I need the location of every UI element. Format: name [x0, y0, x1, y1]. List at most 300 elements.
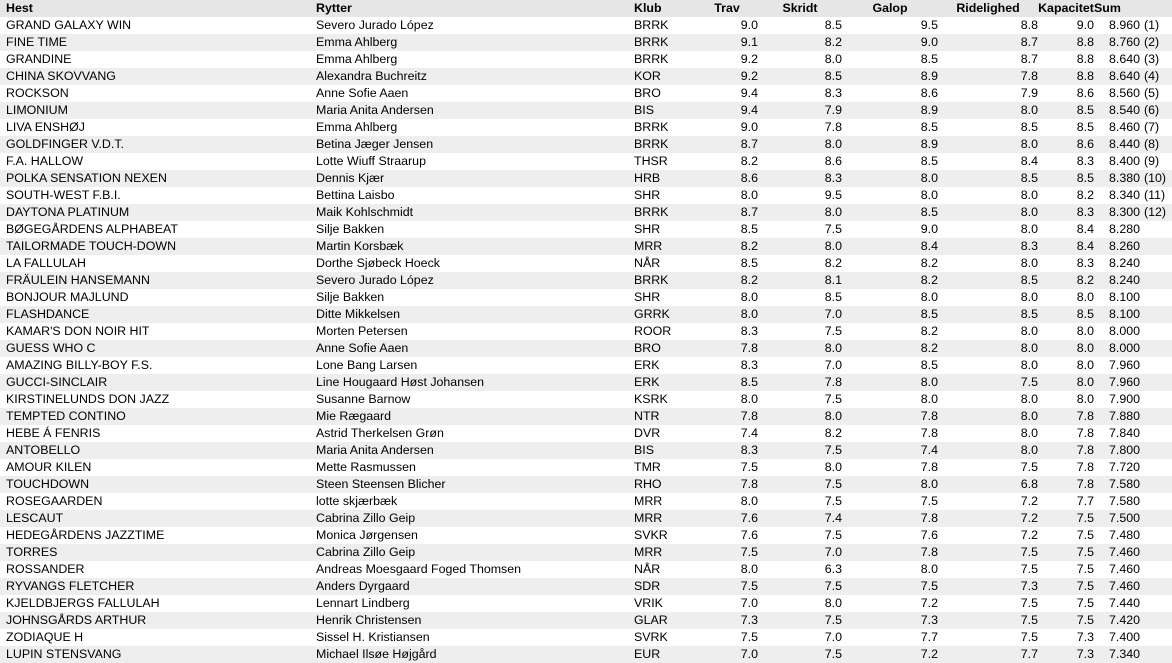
club-code: ROOR — [634, 324, 672, 338]
sum-score: 8.240 — [1108, 273, 1140, 287]
skridt-score: 7.5 — [824, 222, 842, 236]
sum-score: 7.460 — [1108, 562, 1140, 576]
kapacitet-score: 7.5 — [1076, 579, 1094, 593]
table-row — [0, 561, 1172, 578]
skridt-score: 7.5 — [824, 647, 842, 661]
galop-score: 7.4 — [920, 443, 938, 457]
club-code: SVRK — [634, 630, 668, 644]
skridt-score: 8.0 — [824, 205, 842, 219]
table-row — [0, 238, 1172, 255]
placement-rank — [1140, 425, 1172, 442]
placement-rank: (12) — [1144, 205, 1167, 219]
horse-name: TOUCHDOWN — [6, 477, 90, 491]
kapacitet-score: 8.0 — [1076, 358, 1094, 372]
placement-rank — [1140, 391, 1172, 408]
skridt-score: 8.0 — [824, 460, 842, 474]
table-row — [0, 153, 1172, 170]
rider-name: Maria Anita Andersen — [316, 103, 434, 117]
horse-name: RYVANGS FLETCHER — [6, 579, 135, 593]
kapacitet-score: 8.4 — [1076, 239, 1094, 253]
table-row — [0, 221, 1172, 238]
club-code: BRRK — [634, 137, 669, 151]
trav-score: 8.0 — [740, 562, 758, 576]
horse-name: FLASHDANCE — [6, 307, 90, 321]
header-trav[interactable]: Trav — [714, 1, 740, 15]
skridt-score: 8.6 — [824, 154, 842, 168]
horse-name: ZODIAQUE H — [6, 630, 84, 644]
ridelighed-score: 7.2 — [1020, 511, 1038, 525]
rider-name: Alexandra Buchreitz — [316, 69, 427, 83]
header-hest[interactable]: Hest — [6, 1, 33, 15]
sum-score: 8.640 — [1108, 69, 1140, 83]
table-row — [0, 544, 1172, 561]
ridelighed-score: 7.8 — [1020, 69, 1038, 83]
table-row — [0, 578, 1172, 595]
placement-rank — [1140, 357, 1172, 374]
sum-score: 7.960 — [1108, 358, 1140, 372]
trav-score: 9.0 — [740, 120, 758, 134]
table-row — [0, 51, 1172, 68]
ridelighed-score: 8.0 — [1020, 324, 1038, 338]
placement-rank — [1140, 629, 1172, 646]
club-code: BRO — [634, 341, 661, 355]
header-klub[interactable]: Klub — [634, 1, 662, 15]
ridelighed-score: 7.9 — [1020, 86, 1038, 100]
header-galop[interactable]: Galop — [872, 1, 908, 15]
placement-rank — [1140, 493, 1172, 510]
sum-score: 8.560 — [1108, 86, 1140, 100]
ridelighed-score: 7.5 — [1020, 613, 1038, 627]
skridt-score: 8.0 — [824, 341, 842, 355]
trav-score: 7.6 — [740, 528, 758, 542]
rider-name: Andreas Moesgaard Foged Thomsen — [316, 562, 522, 576]
ridelighed-score: 8.0 — [1020, 409, 1038, 423]
rider-name: Maria Anita Andersen — [316, 443, 434, 457]
galop-score: 9.0 — [920, 222, 938, 236]
kapacitet-score: 7.8 — [1076, 409, 1094, 423]
skridt-score: 8.1 — [824, 273, 842, 287]
ridelighed-score: 8.0 — [1020, 426, 1038, 440]
sum-score: 8.000 — [1108, 341, 1140, 355]
skridt-score: 8.2 — [824, 256, 842, 270]
ridelighed-score: 8.0 — [1020, 443, 1038, 457]
trav-score: 7.5 — [740, 460, 758, 474]
sum-score: 7.960 — [1108, 375, 1140, 389]
placement-rank: (11) — [1144, 188, 1166, 202]
kapacitet-score: 8.0 — [1076, 290, 1094, 304]
club-code: KSRK — [634, 392, 668, 406]
horse-name: TAILORMADE TOUCH-DOWN — [6, 239, 177, 253]
kapacitet-score: 8.3 — [1076, 256, 1094, 270]
skridt-score: 8.5 — [824, 69, 842, 83]
rider-name: Silje Bakken — [316, 290, 385, 304]
galop-score: 8.0 — [920, 477, 938, 491]
ridelighed-score: 7.5 — [1020, 596, 1038, 610]
placement-rank — [1140, 289, 1172, 306]
ridelighed-score: 8.5 — [1020, 171, 1038, 185]
ridelighed-score: 6.8 — [1020, 477, 1038, 491]
placement-rank — [1140, 510, 1172, 527]
club-code: DVR — [634, 426, 661, 440]
trav-score: 8.2 — [740, 154, 758, 168]
ridelighed-score: 8.0 — [1020, 188, 1038, 202]
kapacitet-score: 7.8 — [1076, 477, 1094, 491]
sum-score: 8.300 — [1108, 205, 1140, 219]
horse-name: GRAND GALAXY WIN — [6, 18, 132, 32]
club-code: BRRK — [634, 35, 669, 49]
horse-name: BØGEGÅRDENS ALPHABEAT — [6, 222, 178, 236]
header-rank — [1140, 0, 1172, 17]
club-code: MRR — [634, 494, 663, 508]
table-row — [0, 646, 1172, 663]
placement-rank — [1140, 595, 1172, 612]
club-code: EUR — [634, 647, 661, 661]
horse-name: KAMAR'S DON NOIR HIT — [6, 324, 150, 338]
table-row — [0, 255, 1172, 272]
sum-score: 8.340 — [1108, 188, 1140, 202]
club-code: BRO — [634, 86, 661, 100]
trav-score: 8.0 — [740, 290, 758, 304]
skridt-score: 6.3 — [824, 562, 842, 576]
horse-name: LIMONIUM — [6, 103, 68, 117]
trav-score: 9.0 — [740, 18, 758, 32]
sum-score: 8.380 — [1108, 171, 1140, 185]
kapacitet-score: 8.0 — [1076, 392, 1094, 406]
placement-rank: (2) — [1144, 35, 1160, 49]
ridelighed-score: 8.0 — [1020, 392, 1038, 406]
kapacitet-score: 8.8 — [1076, 69, 1094, 83]
club-code: BRRK — [634, 120, 669, 134]
ridelighed-score: 8.0 — [1020, 341, 1038, 355]
galop-score: 8.5 — [920, 154, 938, 168]
club-code: GRRK — [634, 307, 670, 321]
table-row — [0, 119, 1172, 136]
rider-name: Dennis Kjær — [316, 171, 385, 185]
skridt-score: 7.0 — [824, 630, 842, 644]
ridelighed-score: 8.5 — [1020, 307, 1038, 321]
trav-score: 8.7 — [740, 205, 758, 219]
horse-name: AMOUR KILEN — [6, 460, 92, 474]
trav-score: 7.5 — [740, 579, 758, 593]
sum-score: 8.400 — [1108, 154, 1140, 168]
trav-score: 8.0 — [740, 188, 758, 202]
placement-rank — [1140, 442, 1172, 459]
kapacitet-score: 7.3 — [1076, 647, 1094, 661]
club-code: VRIK — [634, 596, 663, 610]
ridelighed-score: 8.0 — [1020, 205, 1038, 219]
placement-rank — [1140, 340, 1172, 357]
rider-name: Bettina Laisbo — [316, 188, 395, 202]
rider-name: Cabrina Zillo Geip — [316, 511, 416, 525]
skridt-score: 7.4 — [824, 511, 842, 525]
trav-score: 7.3 — [740, 613, 758, 627]
horse-name: FINE TIME — [6, 35, 68, 49]
sum-score: 8.240 — [1108, 256, 1140, 270]
header-kapacitet[interactable]: Kapacitet — [1038, 1, 1094, 15]
ridelighed-score: 7.2 — [1020, 494, 1038, 508]
table-row — [0, 136, 1172, 153]
galop-score: 7.8 — [920, 545, 938, 559]
kapacitet-score: 7.3 — [1076, 630, 1094, 644]
club-code: SVKR — [634, 528, 668, 542]
rider-name: Michael Ilsøe Højgård — [316, 647, 437, 661]
skridt-score: 8.5 — [824, 290, 842, 304]
placement-rank — [1140, 306, 1172, 323]
skridt-score: 9.5 — [824, 188, 842, 202]
galop-score: 8.5 — [920, 52, 938, 66]
trav-score: 7.8 — [740, 341, 758, 355]
kapacitet-score: 8.2 — [1076, 273, 1094, 287]
table-row — [0, 629, 1172, 646]
horse-name: GUCCI-SINCLAIR — [6, 375, 108, 389]
placement-rank — [1140, 255, 1172, 272]
placement-rank: (6) — [1144, 103, 1160, 117]
placement-rank: (5) — [1144, 86, 1160, 100]
horse-name: ROSEGAARDEN — [6, 494, 103, 508]
skridt-score: 8.3 — [824, 86, 842, 100]
rider-name: Morten Petersen — [316, 324, 408, 338]
horse-name: ROCKSON — [6, 86, 69, 100]
sum-score: 8.000 — [1108, 324, 1140, 338]
trav-score: 7.5 — [740, 545, 758, 559]
sum-score: 7.800 — [1108, 443, 1140, 457]
kapacitet-score: 8.2 — [1076, 188, 1094, 202]
galop-score: 7.2 — [920, 596, 938, 610]
horse-name: TORRES — [6, 545, 58, 559]
placement-rank — [1140, 323, 1172, 340]
skridt-score: 8.0 — [824, 409, 842, 423]
galop-score: 8.0 — [920, 562, 938, 576]
skridt-score: 7.5 — [824, 528, 842, 542]
ridelighed-score: 8.5 — [1020, 273, 1038, 287]
galop-score: 8.0 — [920, 171, 938, 185]
galop-score: 9.5 — [920, 18, 938, 32]
table-row — [0, 187, 1172, 204]
kapacitet-score: 9.0 — [1076, 18, 1094, 32]
club-code: KOR — [634, 69, 661, 83]
galop-score: 7.7 — [920, 630, 938, 644]
ridelighed-score: 7.5 — [1020, 562, 1038, 576]
galop-score: 8.5 — [920, 205, 938, 219]
placement-rank: (4) — [1144, 69, 1160, 83]
kapacitet-score: 8.8 — [1076, 52, 1094, 66]
placement-rank — [1140, 544, 1172, 561]
trav-score: 8.0 — [740, 392, 758, 406]
trav-score: 7.6 — [740, 511, 758, 525]
table-row — [0, 289, 1172, 306]
table-row — [0, 442, 1172, 459]
galop-score: 7.3 — [920, 613, 938, 627]
trav-score: 7.0 — [740, 647, 758, 661]
placement-rank — [1140, 476, 1172, 493]
horse-name: ROSSANDER — [6, 562, 85, 576]
galop-score: 7.6 — [920, 528, 938, 542]
galop-score: 7.8 — [920, 409, 938, 423]
table-row — [0, 102, 1172, 119]
header-ridelighed[interactable]: Ridelighed — [956, 1, 1020, 15]
placement-rank: (9) — [1144, 154, 1160, 168]
trav-score: 8.3 — [740, 443, 758, 457]
galop-score: 7.5 — [920, 494, 938, 508]
club-code: BIS — [634, 103, 654, 117]
rider-name: Susanne Barnow — [316, 392, 411, 406]
club-code: NÅR — [634, 256, 661, 270]
club-code: NTR — [634, 409, 660, 423]
ridelighed-score: 8.0 — [1020, 137, 1038, 151]
table-row — [0, 612, 1172, 629]
table-row — [0, 306, 1172, 323]
rider-name: Monica Jørgensen — [316, 528, 418, 542]
kapacitet-score: 7.5 — [1076, 528, 1094, 542]
table-row — [0, 510, 1172, 527]
kapacitet-score: 8.5 — [1076, 307, 1094, 321]
rider-name: Mette Rasmussen — [316, 460, 416, 474]
skridt-score: 8.0 — [824, 52, 842, 66]
trav-score: 9.4 — [740, 86, 758, 100]
horse-name: DAYTONA PLATINUM — [6, 205, 130, 219]
galop-score: 7.8 — [920, 511, 938, 525]
galop-score: 8.0 — [920, 392, 938, 406]
sum-score: 8.760 — [1108, 35, 1140, 49]
club-code: ERK — [634, 358, 660, 372]
ridelighed-score: 7.5 — [1020, 375, 1038, 389]
rider-name: Ditte Mikkelsen — [316, 307, 401, 321]
table-row — [0, 85, 1172, 102]
header-skridt[interactable]: Skridt — [782, 1, 818, 15]
club-code: ERK — [634, 375, 660, 389]
galop-score: 8.5 — [920, 307, 938, 321]
rider-name: Emma Ahlberg — [316, 120, 398, 134]
galop-score: 8.2 — [920, 273, 938, 287]
header-sum[interactable]: Sum — [1094, 1, 1121, 15]
trav-score: 7.5 — [740, 630, 758, 644]
trav-score: 8.3 — [740, 324, 758, 338]
skridt-score: 8.0 — [824, 137, 842, 151]
placement-rank — [1140, 459, 1172, 476]
kapacitet-score: 8.8 — [1076, 35, 1094, 49]
sum-score: 8.280 — [1108, 222, 1140, 236]
club-code: MRR — [634, 511, 663, 525]
trav-score: 8.7 — [740, 137, 758, 151]
rider-name: lotte skjærbæk — [316, 494, 398, 508]
table-row — [0, 170, 1172, 187]
sum-score: 7.580 — [1108, 477, 1140, 491]
table-row — [0, 204, 1172, 221]
kapacitet-score: 7.8 — [1076, 443, 1094, 457]
horse-name: POLKA SENSATION NEXEN — [6, 171, 167, 185]
ridelighed-score: 8.5 — [1020, 120, 1038, 134]
trav-score: 7.0 — [740, 596, 758, 610]
ridelighed-score: 8.0 — [1020, 256, 1038, 270]
galop-score: 7.8 — [920, 460, 938, 474]
galop-score: 7.8 — [920, 426, 938, 440]
placement-rank: (7) — [1144, 120, 1160, 134]
rider-name: Steen Steensen Blicher — [316, 477, 446, 491]
placement-rank — [1140, 612, 1172, 629]
trav-score: 8.6 — [740, 171, 758, 185]
horse-name: GOLDFINGER V.D.T. — [6, 137, 124, 151]
table-row — [0, 340, 1172, 357]
skridt-score: 7.0 — [824, 545, 842, 559]
skridt-score: 7.5 — [824, 477, 842, 491]
skridt-score: 8.3 — [824, 171, 842, 185]
sum-score: 8.100 — [1108, 290, 1140, 304]
sum-score: 8.440 — [1108, 137, 1140, 151]
galop-score: 8.0 — [920, 188, 938, 202]
galop-score: 8.9 — [920, 103, 938, 117]
table-row — [0, 408, 1172, 425]
rider-name: Lone Bang Larsen — [316, 358, 418, 372]
kapacitet-score: 7.5 — [1076, 613, 1094, 627]
sum-score: 8.640 — [1108, 52, 1140, 66]
skridt-score: 7.5 — [824, 494, 842, 508]
rider-name: Severo Jurado López — [316, 18, 434, 32]
placement-rank: (3) — [1144, 52, 1160, 66]
kapacitet-score: 8.0 — [1076, 324, 1094, 338]
rider-name: Anne Sofie Aaen — [316, 86, 409, 100]
galop-score: 8.6 — [920, 86, 938, 100]
table-row — [0, 357, 1172, 374]
club-code: SHR — [634, 188, 661, 202]
trav-score: 9.2 — [740, 69, 758, 83]
placement-rank — [1140, 221, 1172, 238]
horse-name: HEBE Á FENRIS — [6, 426, 101, 440]
horse-name: TEMPTED CONTINO — [6, 409, 126, 423]
header-rytter[interactable]: Rytter — [316, 1, 352, 15]
sum-score: 7.340 — [1108, 647, 1140, 661]
horse-name: SOUTH-WEST F.B.I. — [6, 188, 121, 202]
galop-score: 8.2 — [920, 341, 938, 355]
skridt-score: 7.8 — [824, 375, 842, 389]
galop-score: 8.2 — [920, 256, 938, 270]
trav-score: 8.0 — [740, 307, 758, 321]
ridelighed-score: 7.5 — [1020, 460, 1038, 474]
horse-name: ANTOBELLO — [6, 443, 81, 457]
table-row — [0, 17, 1172, 34]
rider-name: Anders Dyrgaard — [316, 579, 410, 593]
sum-score: 7.720 — [1108, 460, 1140, 474]
placement-rank — [1140, 374, 1172, 391]
placement-rank: (1) — [1144, 18, 1160, 32]
sum-score: 8.460 — [1108, 120, 1140, 134]
horse-name: LA FALLULAH — [6, 256, 86, 270]
table-row — [0, 374, 1172, 391]
kapacitet-score: 7.8 — [1076, 460, 1094, 474]
sum-score: 7.420 — [1108, 613, 1140, 627]
kapacitet-score: 8.5 — [1076, 103, 1094, 117]
horse-name: LUPIN STENSVANG — [6, 647, 122, 661]
table-row — [0, 391, 1172, 408]
horse-name: AMAZING BILLY-BOY F.S. — [6, 358, 153, 372]
club-code: SHR — [634, 222, 661, 236]
club-code: MRR — [634, 239, 663, 253]
horse-name: KIRSTINELUNDS DON JAZZ — [6, 392, 170, 406]
galop-score: 8.5 — [920, 358, 938, 372]
skridt-score: 7.8 — [824, 120, 842, 134]
ridelighed-score: 8.0 — [1020, 290, 1038, 304]
rider-name: Dorthe Sjøbeck Hoeck — [316, 256, 440, 270]
table-row — [0, 493, 1172, 510]
club-code: GLAR — [634, 613, 668, 627]
placement-rank — [1140, 578, 1172, 595]
ridelighed-score: 8.4 — [1020, 154, 1038, 168]
rider-name: Emma Ahlberg — [316, 52, 398, 66]
skridt-score: 7.5 — [824, 392, 842, 406]
galop-score: 8.5 — [920, 120, 938, 134]
skridt-score: 7.9 — [824, 103, 842, 117]
rider-name: Cabrina Zillo Geip — [316, 545, 416, 559]
trav-score: 9.1 — [740, 35, 758, 49]
